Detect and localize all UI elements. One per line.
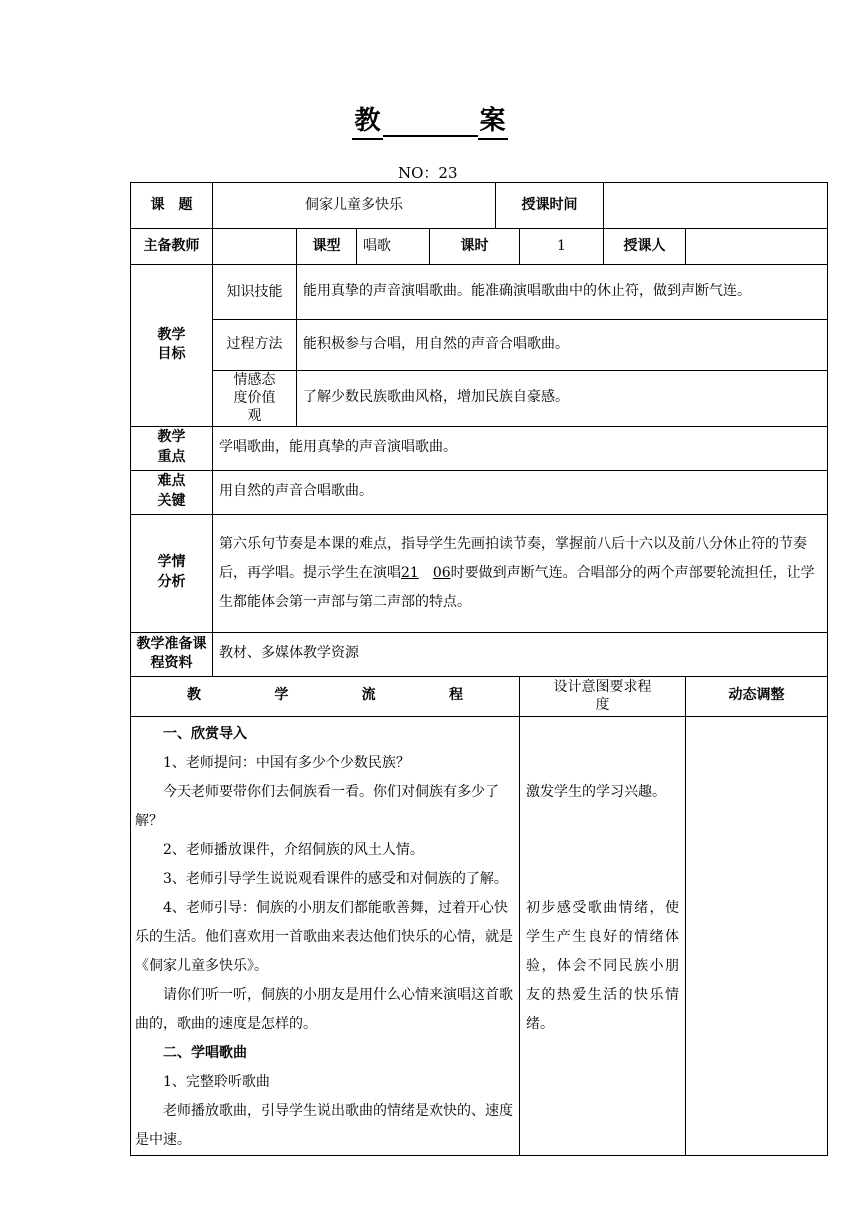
objective-label: 情感态度价值观 xyxy=(213,371,297,427)
lesson-number: NO：23 xyxy=(398,164,458,182)
flow-line: 老师播放歌曲，引导学生说出歌曲的情绪是欢快的、速度是中速。 xyxy=(135,1102,513,1148)
title-right: 案 xyxy=(478,106,508,140)
title-gap xyxy=(383,113,478,137)
analysis-text xyxy=(213,514,828,632)
objective-text: 能积极参与合唱，用自然的声音合唱歌曲。 xyxy=(297,320,828,371)
teacher-label: 主备教师 xyxy=(131,229,213,265)
intent-1: 激发学生的学习兴趣。 xyxy=(526,783,666,800)
topic-label: 课 题 xyxy=(131,183,213,229)
flow-line: 2、老师播放课件，介绍侗族的风土人情。 xyxy=(163,841,424,858)
time-value xyxy=(604,183,828,229)
flow-line: 1、完整聆听歌曲 xyxy=(163,1073,270,1090)
flow-header-char: 程 xyxy=(448,687,463,704)
analysis-text-b: 时要做到声断气连。合唱部分的两个声部要轮流担任，让学生都能体会第一声部与第二声部的特点。 xyxy=(219,564,815,610)
flow-header xyxy=(131,676,520,716)
lesson-plan-table xyxy=(130,182,828,1156)
lecturer-value xyxy=(686,229,828,265)
objectives-label: 教学目标 xyxy=(131,265,213,427)
hours-label: 课时 xyxy=(430,229,520,265)
title-left: 教 xyxy=(352,106,382,140)
objective-label: 过程方法 xyxy=(213,320,297,371)
prep-label: 教学准备课程资料 xyxy=(131,632,213,676)
flow-line: 1、老师提问：中国有多少个少数民族？ xyxy=(163,754,410,771)
time-label: 授课时间 xyxy=(496,183,604,229)
objective-text: 了解少数民族歌曲风格，增加民族自豪感。 xyxy=(297,371,828,427)
topic-value: 侗家儿童多快乐 xyxy=(213,183,496,229)
flow-header-char: 教 xyxy=(187,687,201,704)
objective-label: 知识技能 xyxy=(213,265,297,320)
design-header: 设计意图要求程度 xyxy=(520,676,686,716)
flow-header-char: 学 xyxy=(274,687,289,704)
flow-line: 二、学唱歌曲 xyxy=(163,1044,247,1061)
intent-2: 初步感受歌曲情绪，使学生产生良好的情绪体验，体会不同民族小朋友的热爱生活的快乐情绪。 xyxy=(526,899,679,1032)
difficulty-text: 用自然的声音合唱歌曲。 xyxy=(213,470,828,514)
type-value: 唱歌 xyxy=(357,229,430,265)
type-label: 课型 xyxy=(297,229,357,265)
hours-value: 1 xyxy=(520,229,604,265)
objective-text: 能用真挚的声音演唱歌曲。能准确演唱歌曲中的休止符，做到声断气连。 xyxy=(297,265,828,320)
difficulty-label: 难点关键 xyxy=(131,470,213,514)
keypoints-label: 教学重点 xyxy=(131,426,213,470)
flow-line: 今天老师要带你们去侗族看一看。你们对侗族有多少了解？ xyxy=(135,783,499,829)
flow-line: 一、欣赏导入 xyxy=(163,725,247,742)
flow-line: 3、老师引导学生说说观看课件的感受和对侗族的了解。 xyxy=(163,870,508,887)
analysis-label: 学情分析 xyxy=(131,514,213,632)
flow-content xyxy=(131,716,520,1155)
flow-line: 请你们听一听，侗族的小朋友是用什么心情来演唱这首歌曲的，歌曲的速度是怎样的。 xyxy=(135,986,513,1032)
flow-line: 4、老师引导：侗族的小朋友们都能歌善舞，过着开心快乐的生活。他们喜欢用一首歌曲来表达他们快乐的心情，就是《侗家儿童多快乐》。 xyxy=(135,899,513,974)
design-intent xyxy=(520,716,686,1155)
analysis-underline-1: 21 xyxy=(401,564,419,581)
keypoints-text: 学唱歌曲，能用真挚的声音演唱歌曲。 xyxy=(213,426,828,470)
teacher-value xyxy=(213,229,297,265)
adjust-header: 动态调整 xyxy=(686,676,828,716)
document-title xyxy=(0,100,860,137)
analysis-underline-2: 06 xyxy=(432,564,451,581)
analysis-text-a: 第六乐句节奏是本课的难点，指导学生先画拍读节奏，掌握前八后十六以及前八分休止符的节奏后，再学唱。提示学生在演唱 xyxy=(219,535,807,581)
prep-text: 教材、多媒体教学资源 xyxy=(213,632,828,676)
adjust-cell xyxy=(686,716,828,1155)
flow-header-char: 流 xyxy=(361,687,376,704)
lecturer-label: 授课人 xyxy=(604,229,686,265)
